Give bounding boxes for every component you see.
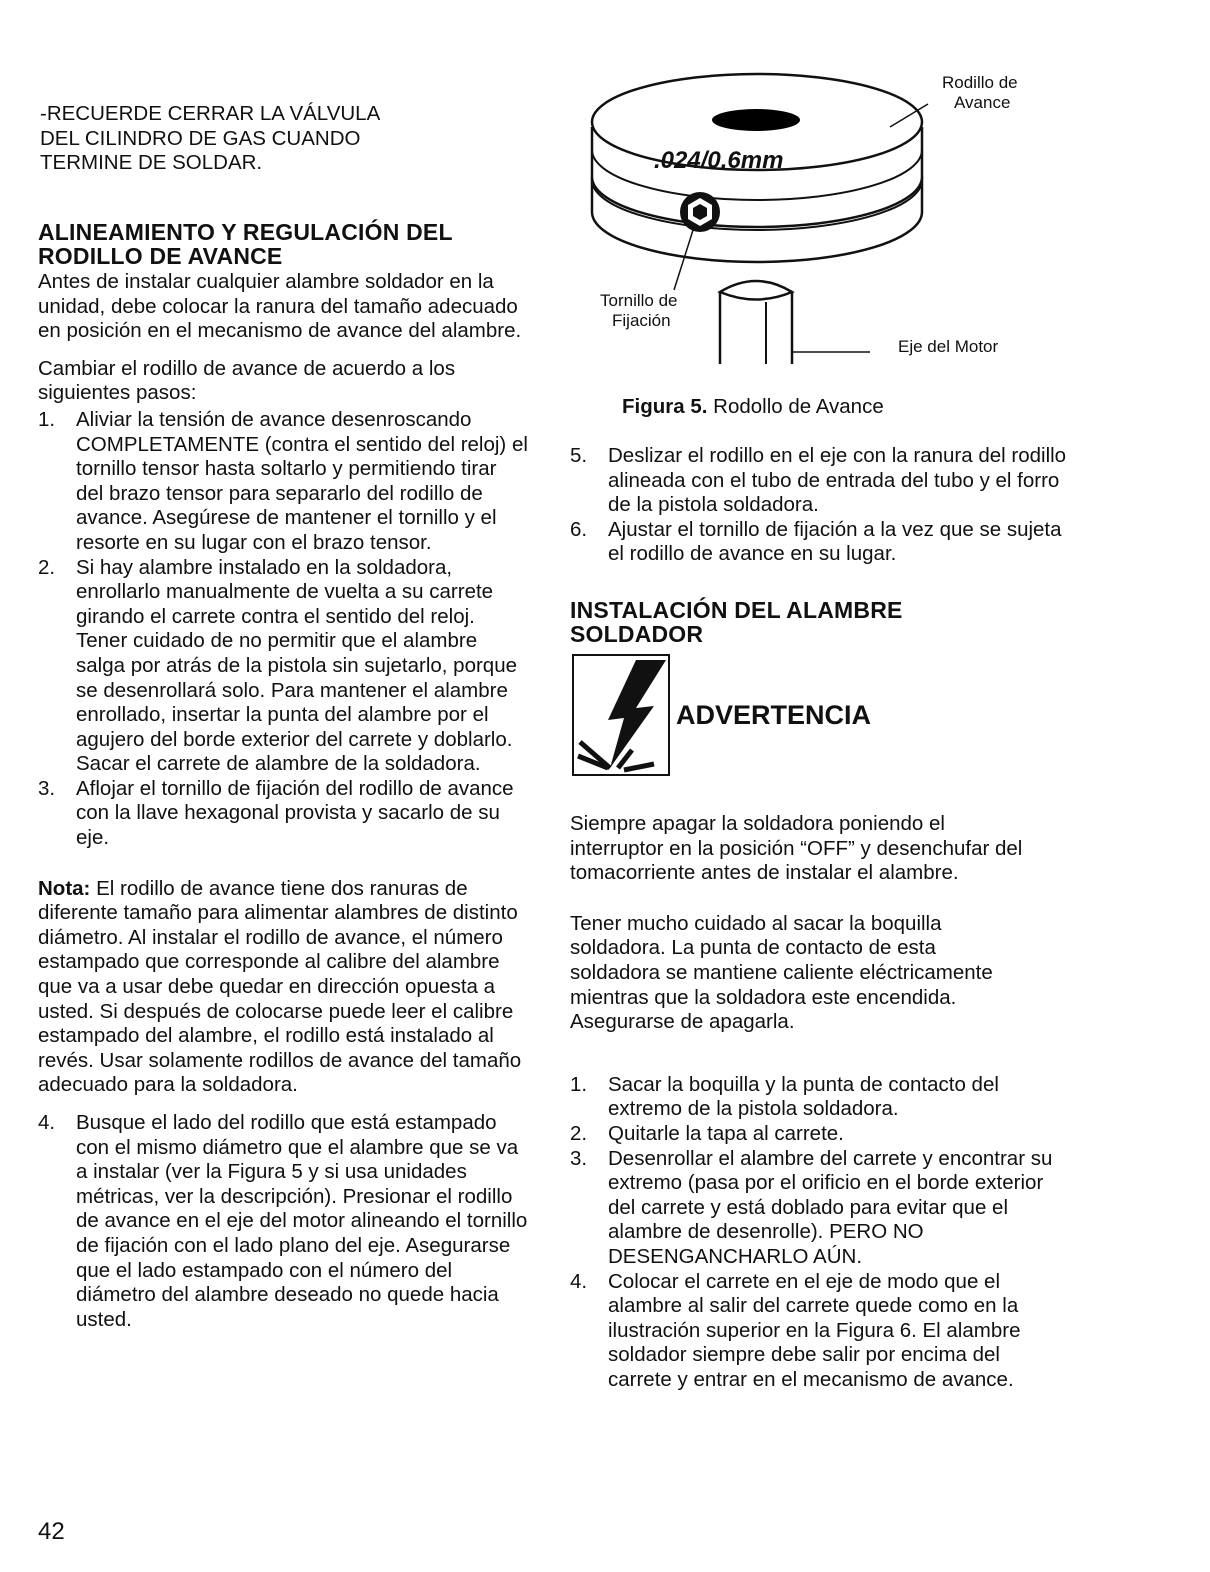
step-number: 6. <box>570 517 588 541</box>
step-text: Aflojar el tornillo de fijación del rodillo de avance con la llave hexagonal provista y sacarlo de su eje. <box>76 776 514 850</box>
heading-line: INSTALACIÓN DEL ALAMBRE <box>570 597 903 623</box>
shaft-label: Eje del Motor <box>898 337 999 356</box>
step-number: 3. <box>38 776 56 800</box>
caption-text: Rodollo de Avance <box>707 395 884 418</box>
figure-5-drive-roller <box>570 62 1040 392</box>
list-item <box>38 1111 528 1332</box>
page-number: 42 <box>38 1518 65 1545</box>
list-item <box>570 1147 1060 1270</box>
heading-line: ALINEAMIENTO Y REGULACIÓN DEL <box>38 219 453 245</box>
list-item <box>38 556 528 777</box>
step-text: Ajustar el tornillo de fijación a la vez que se sujeta el rodillo de avance en su lugar. <box>608 517 1062 566</box>
list-item <box>570 518 1070 567</box>
step-text: Si hay alambre instalado en la soldadora, enrollarlo manualmente de vuelta a su carrete girando el carrete contra el sentido del reloj. Tener cuidado de no permitir que el alambre salga por atrás de la pistola sin sujetarlo, porque se desenrollará solo. Para mantener el alambre enrollado, insertar la punta del alambre por el agujero del borde exterior del carrete y doblarlo. Sacar el carrete de alambre de la soldadora. <box>76 555 518 776</box>
step-number: 1. <box>570 1072 588 1096</box>
reminder-line: DEL CILINDRO DE GAS CUANDO <box>40 126 361 150</box>
list-item <box>570 1270 1060 1393</box>
caution-paragraph: Tener mucho cuidado al sacar la boquilla soldadora. La punta de contacto de esta soldadora se mantiene caliente eléctricamente mientras que la soldadora este encendida. Asegurarse de apagarla. <box>570 911 993 1034</box>
step-number: 1. <box>38 407 56 431</box>
list-item <box>570 1122 1060 1147</box>
note-text: El rodillo de avance tiene dos ranuras de diferente tamaño para alimentar alambres de distinto diámetro. Al instalar el rodillo de avance, el número estampado que corresponde al calibre del alambre que va a usar debe quedar en dirección opuesta a usted. Si después de colocarse puede leer el calibre estampado del alambre, el rodillo está instalado al revés. Usar solamente rodillos de avance del tamaño adecuado para la soldadora. <box>38 876 522 1097</box>
step-text: Colocar el carrete en el eje de modo que el alambre al salir del carrete quede como en la ilustración superior en la Figura 6. El alambre soldador siempre debe salir por encima del carrete y entrar en el mecanismo de avance. <box>608 1269 1021 1391</box>
wire-size-stamp: .024/0.6mm <box>654 147 784 174</box>
step-text: Quitarle la tapa al carrete. <box>608 1121 844 1145</box>
step-text: Desenrollar el alambre del carrete y encontrar su extremo (pasa por el orificio en el borde exterior del carrete y está doblado para evitar que el alambre de desenrolle). PERO NO DESENGANCHARLO AÚN. <box>608 1146 1053 1268</box>
warning-paragraph: Siempre apagar la soldadora poniendo el interruptor en la posición “OFF” y desenchufar del tomacorriente antes de instalar el alambre. <box>570 812 1023 885</box>
wire-steps-list <box>570 1073 1060 1393</box>
step-number: 2. <box>38 555 56 579</box>
warning-box <box>572 654 670 776</box>
list-item <box>38 777 528 851</box>
steps-intro: Cambiar el rodillo de avance de acuerdo a los siguientes pasos: <box>38 356 456 405</box>
figure-caption <box>622 395 884 420</box>
lightning-bolt-icon <box>574 656 668 774</box>
heading-line: RODILLO DE AVANCE <box>38 243 283 269</box>
roller-label: Avance <box>954 93 1011 112</box>
section-heading-wire <box>570 598 903 646</box>
list-item <box>570 1073 1060 1122</box>
caption-label: Figura 5. <box>622 395 708 418</box>
warning-title: ADVERTENCIA <box>676 700 872 730</box>
gas-valve-reminder <box>40 102 380 176</box>
roller-step4 <box>38 1111 528 1332</box>
right-column <box>570 444 1070 567</box>
step-text: Aliviar la tensión de avance desenroscando COMPLETAMENTE (contra el sentido del reloj) el tornillo tensor hasta soltarlo y permitiendo tirar del brazo tensor para separarlo del rodillo de avance. Asegúrese de mantener el tornillo y el resorte en su lugar con el brazo tensor. <box>76 407 528 554</box>
screw-label: Fijación <box>612 311 671 330</box>
list-item <box>570 444 1070 518</box>
note-paragraph <box>38 877 528 1098</box>
step-number: 4. <box>570 1269 588 1293</box>
section-heading-roller <box>38 220 528 268</box>
roller-label: Rodillo de <box>942 73 1018 92</box>
step-number: 5. <box>570 444 588 467</box>
heading-line: SOLDADOR <box>570 621 704 647</box>
roller-steps-list <box>38 408 528 851</box>
step-text: Sacar la boquilla y la punta de contacto del extremo de la pistola soldadora. <box>608 1072 999 1121</box>
reminder-line: -RECUERDE CERRAR LA VÁLVULA <box>40 102 381 125</box>
reminder-line: TERMINE DE SOLDAR. <box>40 151 263 175</box>
step-number: 4. <box>38 1111 56 1134</box>
note-label: Nota: <box>38 876 91 900</box>
right-column-lower <box>570 812 1070 1392</box>
step-text: Deslizar el rodillo en el eje con la ranura del rodillo alineada con el tubo de entrada del tubo y el forro de la pistola soldadora. <box>608 444 1067 517</box>
list-item <box>38 408 528 556</box>
step-text: Busque el lado del rodillo que está estampado con el mismo diámetro que el alambre que se va a instalar (ver la Figura 5 y si usa unidades métricas, ver la descripción). Presionar el rodillo de avance en el eje del motor alineando el tornillo de fijación con el lado plano del eje. Asegurarse que el lado estampado con el número del diámetro del alambre deseado no quede hacia usted. <box>76 1111 528 1331</box>
step-number: 2. <box>570 1121 588 1145</box>
step-number: 3. <box>570 1146 588 1170</box>
screw-label: Tornillo de <box>600 291 678 310</box>
left-column <box>38 220 528 1332</box>
intro-paragraph: Antes de instalar cualquier alambre soldador en la unidad, debe colocar la ranura del tamaño adecuado en posición en el mecanismo de avance del alambre. <box>38 270 522 343</box>
roller-steps-continued <box>570 444 1070 567</box>
